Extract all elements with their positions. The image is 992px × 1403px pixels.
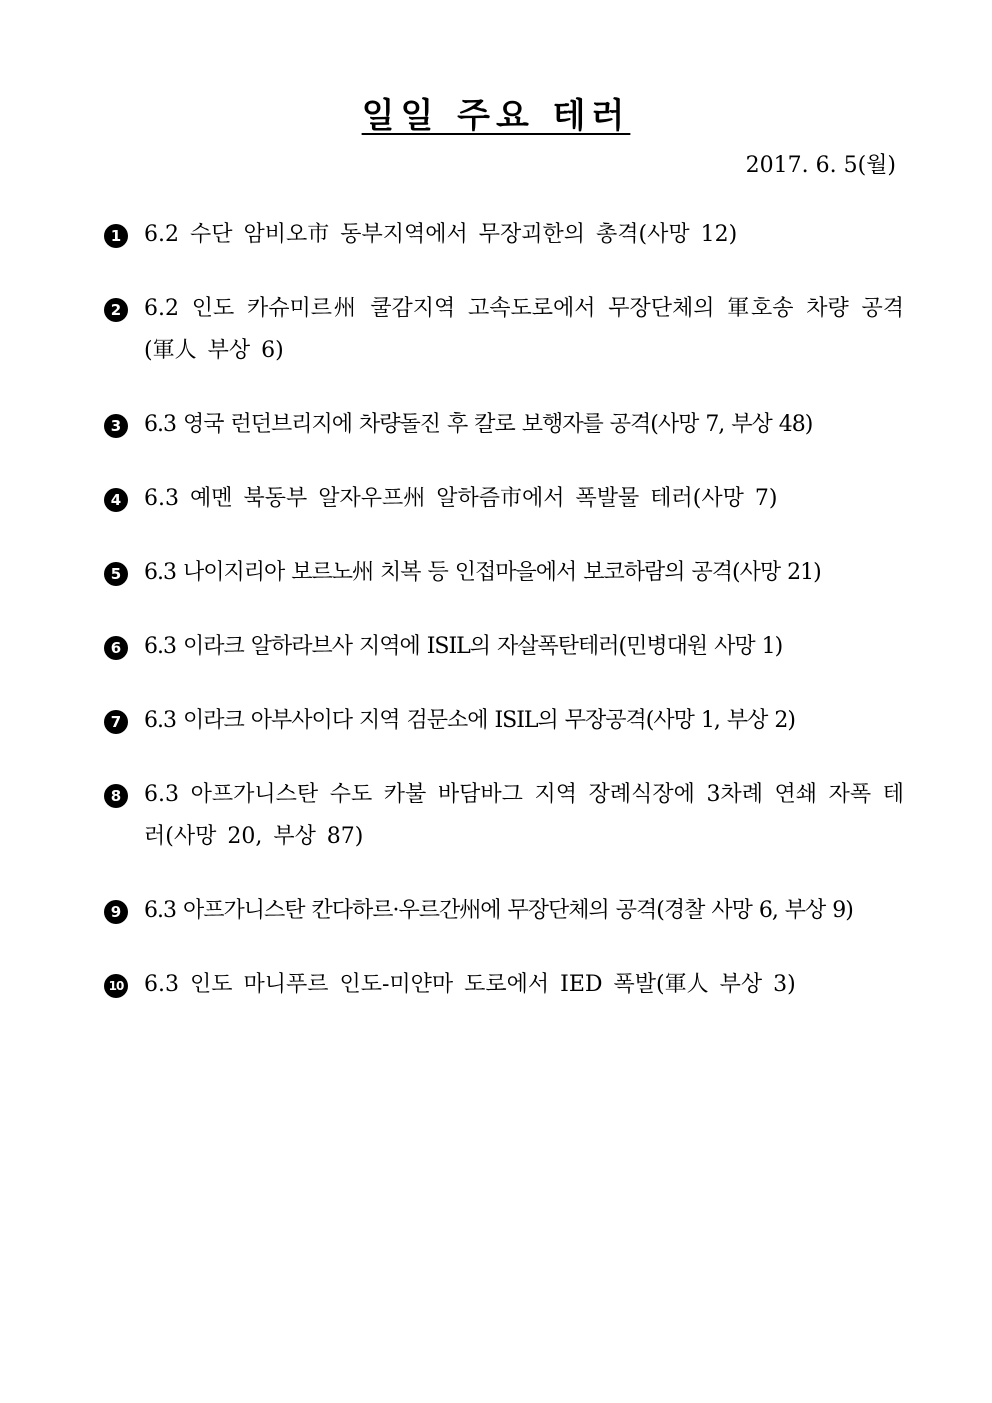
incident-text: 6.3 예멘 북동부 알자우프州 알하즘市에서 폭발물 테러(사망 7) (144, 486, 778, 511)
circled-number-7-icon: 7 (104, 710, 128, 734)
circled-number-9-icon: 9 (104, 900, 128, 924)
incident-list (104, 214, 904, 1006)
circled-number-2-icon: 2 (104, 298, 128, 322)
circled-number-1-icon: 1 (104, 224, 128, 248)
incident-text: 6.3 인도 마니푸르 인도-미얀마 도로에서 IED 폭발(軍人 부상 3) (144, 972, 796, 997)
incident-text: 6.3 나이지리아 보르노州 치복 등 인접마을에서 보코하람의 공격(사망 21) (144, 560, 821, 585)
circled-number-5-icon: 5 (104, 562, 128, 586)
incident-item-7 (104, 700, 904, 742)
incident-item-5 (104, 552, 904, 594)
circled-number-3-icon: 3 (104, 414, 128, 438)
circled-number-6-icon: 6 (104, 636, 128, 660)
incident-item-3 (104, 404, 904, 446)
circled-number-8-icon: 8 (104, 784, 128, 808)
incident-item-8 (104, 774, 904, 858)
document-date: 2017. 6. 5(월) (745, 153, 896, 178)
incident-item-9 (104, 890, 904, 932)
incident-item-10 (104, 964, 904, 1006)
incident-text: 6.2 수단 암비오市 동부지역에서 무장괴한의 총격(사망 12) (144, 222, 738, 247)
incident-item-1 (104, 214, 904, 256)
document-title: 일일 주요 테러 (361, 96, 631, 136)
incident-item-4 (104, 478, 904, 520)
incident-text: 6.3 이라크 아부사이다 지역 검문소에 ISIL의 무장공격(사망 1, 부상 2) (144, 708, 795, 733)
incident-text: 6.2 인도 카슈미르州 쿨감지역 고속도로에서 무장단체의 軍호송 차량 공격(軍人 부상 6) (144, 296, 904, 363)
incident-item-6 (104, 626, 904, 668)
circled-number-4-icon: 4 (104, 488, 128, 512)
incident-item-2 (104, 288, 904, 372)
incident-text: 6.3 이라크 알하라브사 지역에 ISIL의 자살폭탄테러(민병대원 사망 1) (144, 634, 783, 659)
incident-text: 6.3 아프가니스탄 칸다하르·우르간州에 무장단체의 공격(경찰 사망 6, 부상 9) (144, 898, 853, 923)
incident-text: 6.3 영국 런던브리지에 차량돌진 후 칼로 보행자를 공격(사망 7, 부상 48) (144, 412, 813, 437)
incident-text: 6.3 아프가니스탄 수도 카불 바담바그 지역 장례식장에 3차례 연쇄 자폭 테러(사망 20, 부상 87) (144, 782, 904, 849)
circled-number-10-icon: 10 (104, 974, 128, 998)
